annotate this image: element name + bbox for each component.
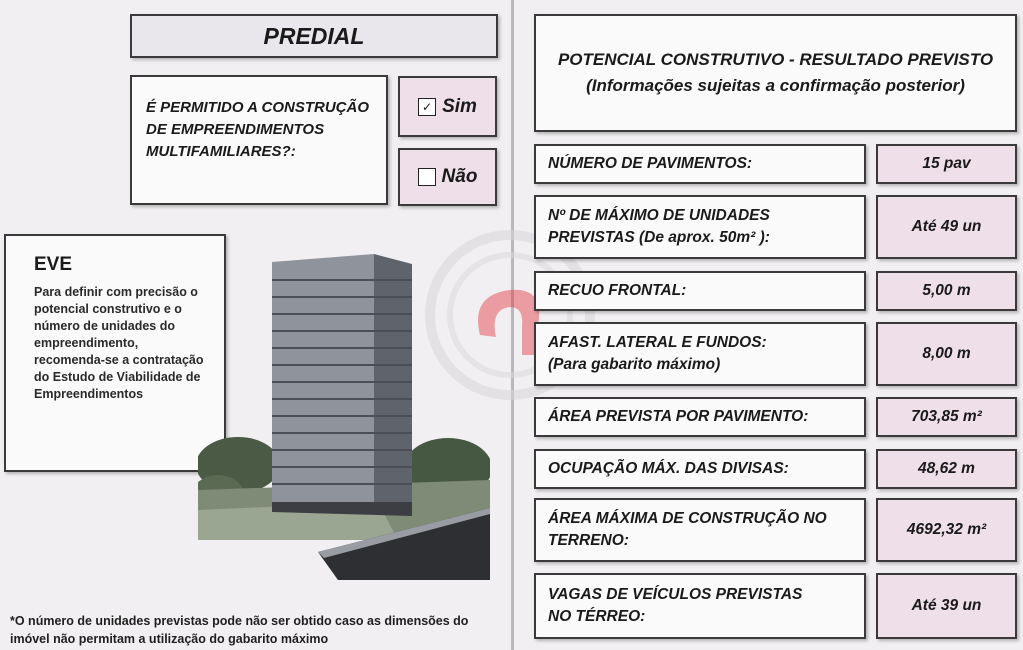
row-area-construcao-label — [534, 498, 866, 562]
row-area-pavimento-value — [876, 397, 1017, 437]
row-area-construcao-value — [876, 498, 1017, 562]
no-label: Não — [441, 166, 478, 187]
row-area-pavimento-label — [534, 397, 866, 437]
row-label-text: Nº DE MÁXIMO DE UNIDADES PREVISTAS (De aprox. 50m² ): — [548, 207, 770, 246]
row-value-text: 48,62 m — [918, 460, 975, 477]
row-pavimentos-value — [876, 144, 1017, 184]
row-label-text: RECUO FRONTAL: — [548, 282, 687, 299]
row-label-text: ÁREA MÁXIMA DE CONSTRUÇÃO NO TERRENO: — [548, 510, 827, 549]
row-label-text: AFAST. LATERAL E FUNDOS: — [548, 334, 767, 351]
checkbox-empty-icon[interactable] — [418, 168, 436, 186]
row-ocupacao-value — [876, 449, 1017, 489]
row-value-text: Até 39 un — [911, 597, 982, 614]
row-label-text: OCUPAÇÃO MÁX. DAS DIVISAS: — [548, 460, 789, 477]
row-unidades-value — [876, 195, 1017, 259]
result-header — [534, 14, 1017, 132]
question-text: É PERMITIDO A CONSTRUÇÃO DE EMPREENDIMENTOS MULTIFAMILIARES?: — [146, 99, 370, 160]
row-value-text: 4692,32 m² — [906, 521, 987, 538]
row-pavimentos-label — [534, 144, 866, 184]
row-value-text: 5,00 m — [922, 282, 971, 299]
row-vagas-label — [534, 573, 866, 639]
row-recuo-label — [534, 271, 866, 311]
row-value-text: 703,85 m² — [911, 408, 982, 425]
row-ocupacao-label — [534, 449, 866, 489]
row-unidades-label — [534, 195, 866, 259]
eve-box — [4, 234, 226, 472]
row-label-text: NÚMERO DE PAVIMENTOS: — [548, 155, 753, 172]
row-value-text: 8,00 m — [922, 345, 971, 362]
row-value-text: Até 49 un — [911, 218, 982, 235]
predial-title — [130, 14, 498, 58]
row-label-text: VAGAS DE VEÍCULOS PREVISTAS NO TÉRREO: — [548, 586, 803, 625]
yes-option[interactable] — [398, 76, 497, 137]
row-label-subtext: (Para gabarito máximo) — [548, 356, 721, 373]
row-label-text: ÁREA PREVISTA POR PAVIMENTO: — [548, 408, 809, 425]
no-option[interactable] — [398, 148, 497, 206]
predial-title-text: PREDIAL — [263, 22, 365, 49]
row-recuo-value — [876, 271, 1017, 311]
row-afastamento-label — [534, 322, 866, 386]
multifamily-question — [130, 75, 388, 205]
checkbox-checked-icon[interactable]: ✓ — [418, 98, 436, 116]
row-value-text: 15 pav — [922, 155, 971, 172]
row-vagas-value — [876, 573, 1017, 639]
row-afastamento-value — [876, 322, 1017, 386]
footnote: *O número de unidades previstas pode não ser obtido caso as dimensões do imóvel não permitam a utilização do gabarito máximo — [10, 614, 469, 646]
result-subtitle: (Informações sujeitas a confirmação posterior) — [586, 76, 965, 95]
eve-title: EVE — [34, 254, 73, 275]
result-title: POTENCIAL CONSTRUTIVO - RESULTADO PREVISTO — [557, 50, 994, 69]
yes-label: Sim — [442, 95, 477, 117]
eve-description: Para definir com precisão o potencial construtivo e o número de unidades do empreendimento, recomenda-se a contratação do Estudo de Viabilidade de Empreendimentos — [34, 285, 204, 401]
